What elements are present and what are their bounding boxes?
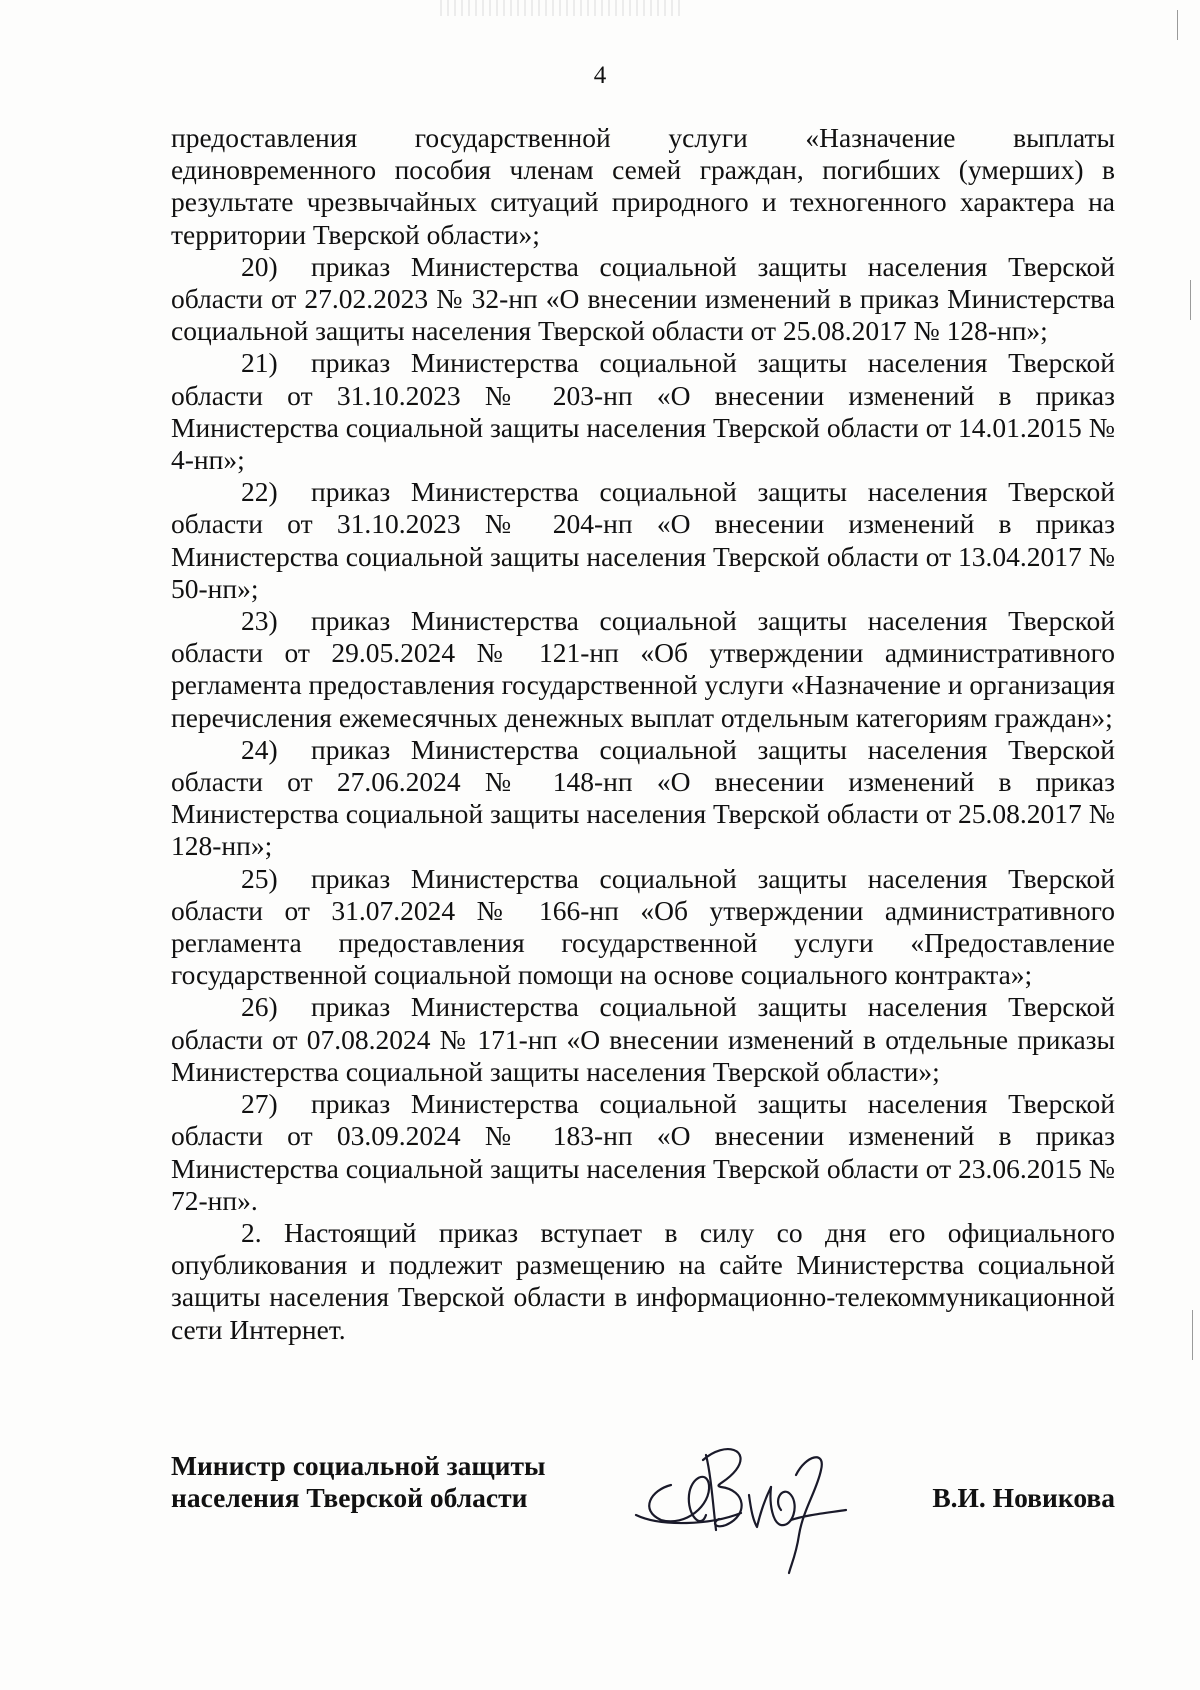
item-text: приказ Министерства социальной защиты населения Тверской области от 27.06.2024 № 148-нп «О внесении изменений в приказ Министерства социальной защиты населения Тверской области от 25.08.2017 № 128-нп»; xyxy=(171,733,1115,862)
scan-edge-mark xyxy=(1192,1310,1193,1360)
list-item-23 xyxy=(171,605,1115,734)
item-text: приказ Министерства социальной защиты населения Тверской области от 07.08.2024 № 171-нп «О внесении изменений в отдельные приказы Министерства социальной защиты населения Тверской области»; xyxy=(171,991,1115,1087)
item-number: 21) xyxy=(241,347,278,379)
handwritten-signature-icon xyxy=(631,1415,881,1575)
signatory-title-line1: Министр социальной защиты xyxy=(171,1450,546,1481)
signatory-title xyxy=(171,1450,545,1514)
scan-edge-mark xyxy=(1177,10,1178,40)
item-number: 22) xyxy=(241,476,278,508)
clause-2: 2. Настоящий приказ вступает в силу со дня его официального опубликования и подлежит размещению на сайте Министерства социальной защиты населения Тверской области в информационно-телекоммуникационной сети Интернет. xyxy=(171,1216,1115,1345)
list-item-20 xyxy=(171,251,1115,348)
item-text: приказ Министерства социальной защиты населения Тверской области от 31.10.2023 № 203-нп «О внесении изменений в приказ Министерства социальной защиты населения Тверской области от 14.01.2015 № 4-нп»; xyxy=(171,347,1115,476)
item-text: приказ Министерства социальной защиты населения Тверской области от 31.10.2023 № 204-нп «О внесении изменений в приказ Министерства социальной защиты населения Тверской области от 13.04.2017 № 50-нп»; xyxy=(171,476,1115,604)
scan-edge-mark xyxy=(1190,280,1191,320)
page-number: 4 xyxy=(593,62,607,89)
list-item-24 xyxy=(171,734,1115,863)
item-number: 27) xyxy=(241,1088,278,1120)
signatory-title-line2: населения Тверской области xyxy=(171,1482,528,1513)
signature-block xyxy=(171,1450,1115,1570)
list-item-27 xyxy=(171,1088,1115,1217)
item-number: 24) xyxy=(241,733,278,765)
list-item-26 xyxy=(171,991,1115,1088)
item-text: приказ Министерства социальной защиты населения Тверской области от 29.05.2024 № 121-нп «Об утверждении административного регламента предоставления государственной услуги «Назначение и организация перечисления ежемесячных денежных выплат отдельным категориям граждан»; xyxy=(171,605,1115,733)
list-item-22 xyxy=(171,476,1115,605)
item-number: 25) xyxy=(241,862,278,894)
paragraph-continuation: предоставления государственной услуги «Назначение выплаты единовременного пособия членам семей граждан, погибших (умерших) в результате чрезвычайных ситуаций природного и техногенного характера на территории Тверской области»; xyxy=(171,122,1115,250)
document-body xyxy=(171,122,1115,1346)
list-item-25 xyxy=(171,863,1115,992)
list-item-21 xyxy=(171,347,1115,476)
item-text: приказ Министерства социальной защиты населения Тверской области от 27.02.2023 № 32-нп «О внесении изменений в приказ Министерства социальной защиты населения Тверской области от 25.08.2017 № 128-нп»; xyxy=(171,250,1115,347)
item-number: 26) xyxy=(241,991,278,1023)
item-number: 23) xyxy=(241,605,278,637)
item-text: приказ Министерства социальной защиты населения Тверской области от 31.07.2024 № 166-нп «Об утверждении административного регламента предоставления государственной услуги «Предоставление государственной социальной помощи на основе социального контракта»; xyxy=(171,862,1115,991)
item-text: приказ Министерства социальной защиты населения Тверской области от 03.09.2024 № 183-нп «О внесении изменений в приказ Министерства социальной защиты населения Тверской области от 23.06.2015 № 72-нп». xyxy=(171,1088,1115,1216)
scan-artifact xyxy=(440,0,680,16)
signatory-name: В.И. Новикова xyxy=(932,1482,1115,1513)
item-number: 20) xyxy=(241,250,278,282)
